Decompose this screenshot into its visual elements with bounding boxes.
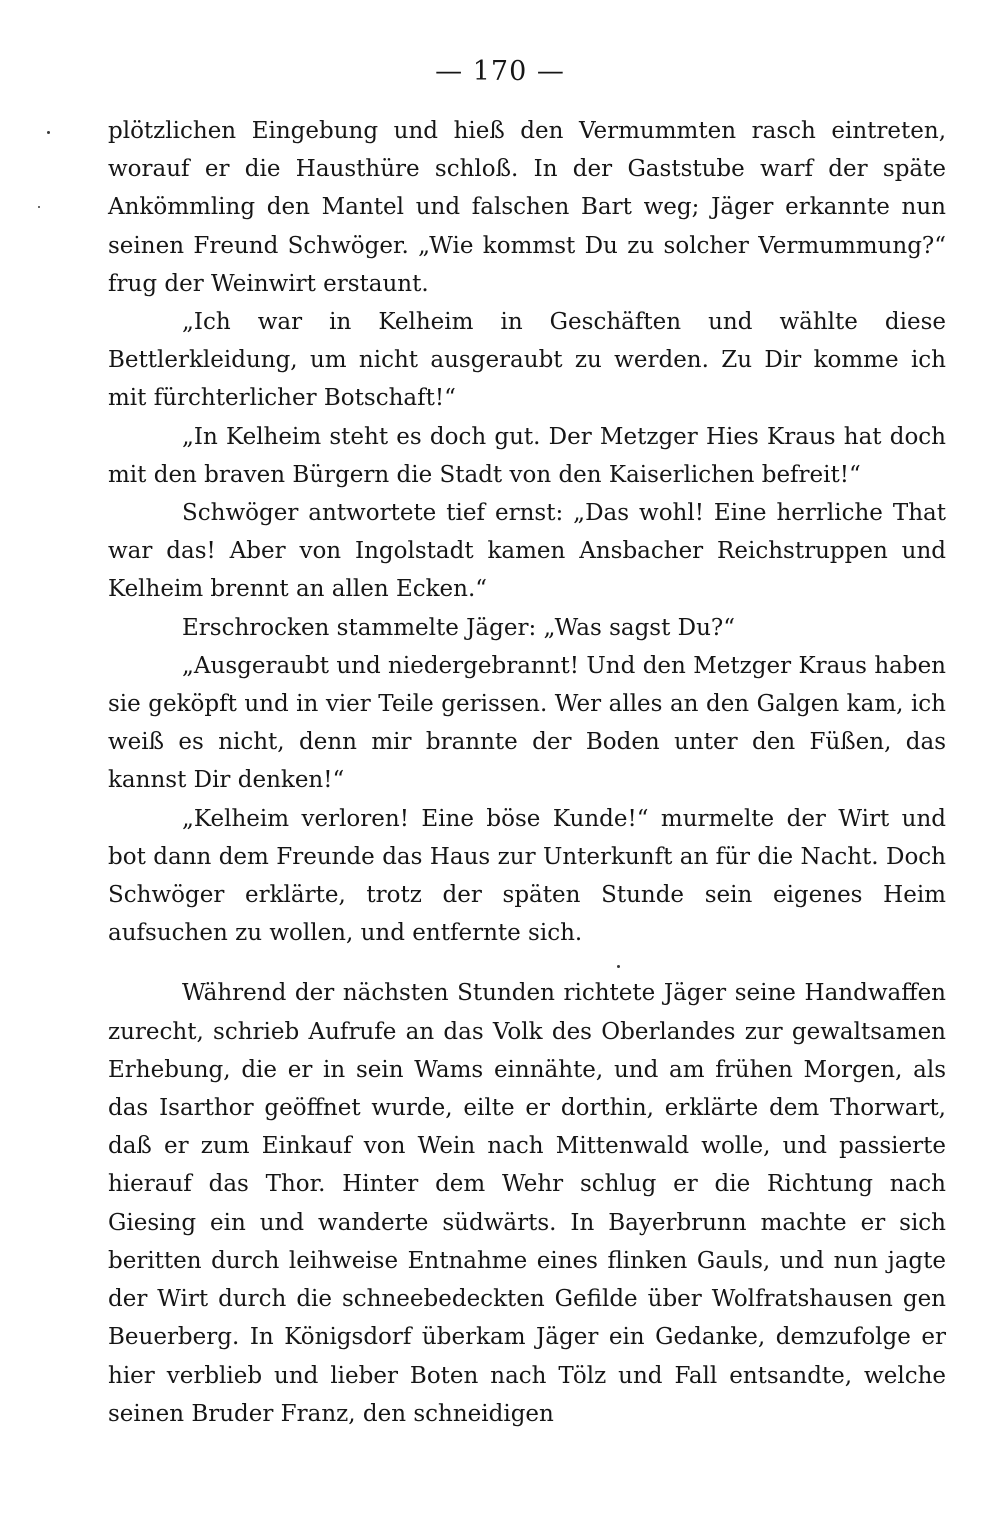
scan-speck: [47, 131, 50, 134]
paragraph-continued: plötzlichen Eingebung und hieß den Vermummten rasch eintreten, worauf er die Hausthüre schloß. In der Gaststube warf der späte Ankömmling den Mantel und falschen Bart weg; Jäger erkannte nun seinen Freund Schwöger. „Wie kommst Du zu solcher Vermummung?“ frug der Weinwirt erstaunt.: [108, 118, 946, 297]
paragraph: „In Kelheim steht es doch gut. Der Metzger Hies Kraus hat doch mit den braven Bürgern die Stadt von den Kaiserlichen befreit!“: [108, 423, 946, 488]
paragraph: „Ausgeraubt und niedergebrannt! Und den Metzger Kraus haben sie geköpft und in vier Teile gerissen. Wer alles an den Galgen kam, ich weiß es nicht, denn mir brannte der Boden unter den Füßen, das kannst Dir denken!“: [108, 652, 946, 794]
paragraph: „Ich war in Kelheim in Geschäften und wählte diese Bettlerkleidung, um nicht ausgeraubt zu werden. Zu Dir komme ich mit fürchterlicher Botschaft!“: [108, 309, 946, 412]
scan-speck: [617, 965, 620, 968]
paragraph: „Kelheim verloren! Eine böse Kunde!“ murmelte der Wirt und bot dann dem Freunde das Haus zur Unterkunft an für die Nacht. Doch Schwöger erklärte, trotz der späten Stunde sein eigenes Heim aufsuchen zu wollen, und entfernte sich.: [108, 805, 946, 947]
page-number: — 170 —: [435, 56, 565, 87]
scan-speck: [38, 206, 40, 208]
paragraph: Schwöger antwortete tief ernst: „Das wohl! Eine herrliche That war das! Aber von Ingolstadt kamen Ansbacher Reichstruppen und Kelheim brennt an allen Ecken.“: [108, 500, 946, 603]
body-text: [108, 112, 946, 1433]
paragraph: Erschrocken stammelte Jäger: „Was sagst Du?“: [182, 614, 736, 641]
paragraph: Während der nächsten Stunden richtete Jäger seine Handwaffen zurecht, schrieb Aufrufe an das Volk des Oberlandes zur gewaltsamen Erhebung, die er in sein Wams einnähte, und am frühen Morgen, als das Isarthor geöffnet wurde, eilte er dorthin, erklärte dem Thorwart, daß er zum Einkauf von Wein nach Mittenwald wolle, und passierte hierauf das Thor. Hinter dem Wehr schlug er die Richtung nach Giesing ein und wanderte südwärts. In Bayerbrunn machte er sich beritten durch leihweise Entnahme eines flinken Gauls, und nun jagte der Wirt durch die schneebedeckten Gefilde über Wolfratshausen gen Beuerberg. In Königsdorf überkam Jäger ein Gedanke, demzufolge er hier verblieb und lieber Boten nach Tölz und Fall entsandte, welche seinen Bruder Franz, den schneidigen: [108, 980, 946, 1427]
